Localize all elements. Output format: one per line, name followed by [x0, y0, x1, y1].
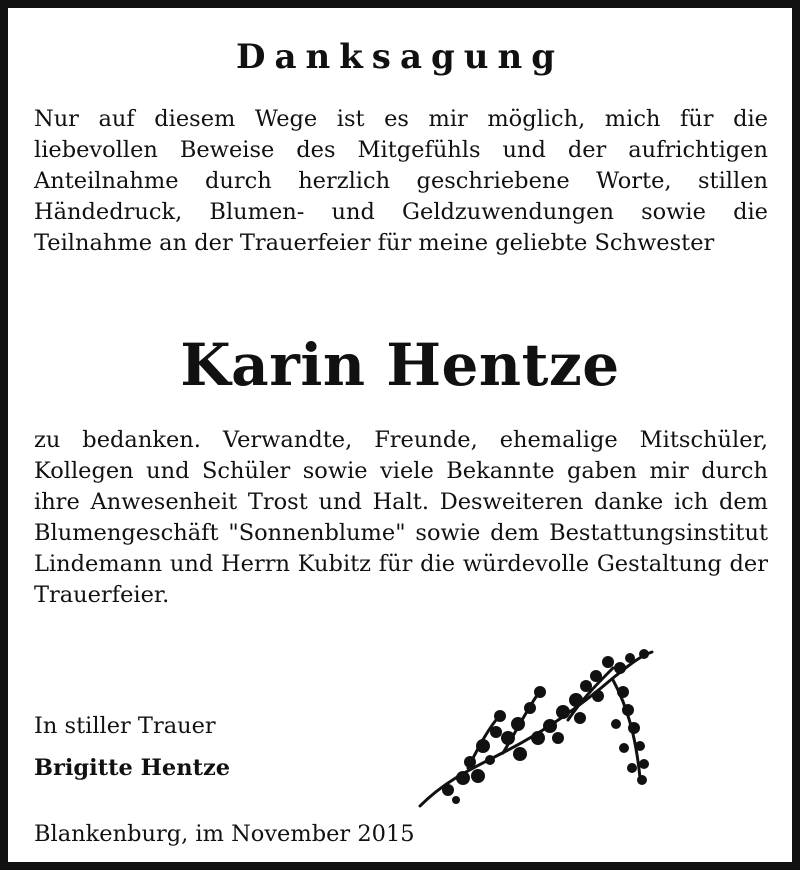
heading: Danksagung — [236, 37, 564, 77]
signer-name: Brigitte Hentze — [34, 755, 231, 781]
place-date: Blankenburg, im November 2015 — [34, 821, 415, 847]
mourning-line: In stiller Trauer — [34, 713, 216, 739]
thanks-paragraph-main: zu bedanken. Verwandte, Freunde, ehemalige Mitschüler, Kollegen und Schüler sowie viele Bekannte gaben mir durch ihre Anwesenheit Trost und Halt. Desweiteren danke ich dem Blumengeschäft "Sonnenblume" sowie dem Bestattungsinstitut Lindemann und Herrn Kubitz für die würdevolle Gestaltung der Trauerfeier. — [34, 427, 768, 608]
deceased-name: Karin Hentze — [180, 331, 620, 399]
fern-branch-icon — [408, 628, 668, 818]
thanks-paragraph-intro: Nur auf diesem Wege ist es mir möglich, mich für die liebevollen Beweise des Mitgefühls und der aufrichtigen Anteilnahme durch herzlich geschriebene Worte, stillen Händedruck, Blumen- und Geldzuwendungen sowie die Teilnahme an der Trauerfeier für meine geliebte Schwester — [34, 106, 768, 256]
